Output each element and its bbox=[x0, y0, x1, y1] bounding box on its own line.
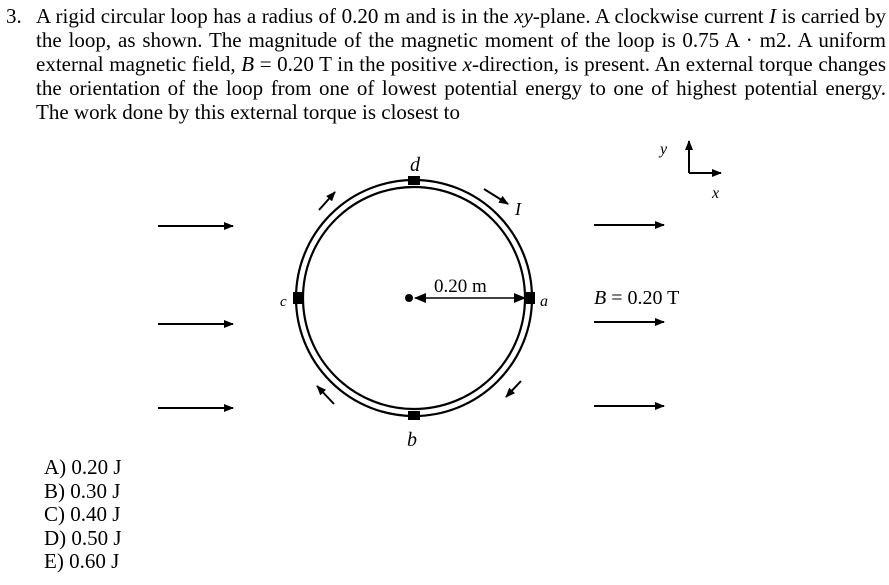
label-c: c bbox=[280, 294, 287, 310]
question-number: 3. bbox=[6, 4, 22, 28]
question-text-segment: is carried by the loop, as shown. The magnitude of the magnetic moment of the loop is 0.75 A · m2. A uniform external magnetic field, bbox=[36, 4, 886, 76]
choice-b[interactable]: B) 0.30 J bbox=[44, 478, 121, 503]
point-d-marker bbox=[408, 176, 420, 185]
axis-label-x: x bbox=[712, 185, 720, 202]
current-arrow bbox=[317, 386, 334, 404]
field-label-var: B bbox=[594, 287, 607, 309]
current-arrow bbox=[319, 192, 335, 210]
choice-e[interactable]: E) 0.60 J bbox=[44, 549, 120, 574]
question-text-segment: -direction, is present. An external torque changes the orientation of the loop from one of lowest potential energy to one of highest potential energy. The work done by this external torque is closest to bbox=[36, 52, 886, 124]
field-arrows-left bbox=[158, 226, 233, 408]
question-text-segment: -plane. A clockwise current bbox=[532, 4, 770, 28]
point-c-marker bbox=[293, 292, 302, 304]
label-d: d bbox=[410, 154, 420, 176]
axis-label-y: y bbox=[660, 141, 668, 158]
field-label-value: = 0.20 T bbox=[606, 287, 680, 309]
answer-choices bbox=[44, 456, 122, 574]
question-text-segment: x bbox=[462, 52, 472, 76]
question-text-segment: B bbox=[241, 52, 255, 76]
axes-indicator bbox=[689, 141, 721, 173]
current-arrows bbox=[317, 189, 521, 404]
field-arrows-right bbox=[594, 225, 664, 406]
label-a: a bbox=[540, 293, 548, 310]
current-arrow bbox=[506, 381, 521, 397]
question-text-segment: = 0.20 T in the positive bbox=[254, 52, 463, 76]
label-current: I bbox=[515, 199, 521, 219]
current-arrow bbox=[484, 189, 508, 204]
choice-c[interactable]: C) 0.40 J bbox=[44, 502, 121, 527]
question-text-segment: I bbox=[769, 4, 777, 28]
choice-d[interactable]: D) 0.50 J bbox=[44, 525, 122, 550]
field-label bbox=[594, 287, 679, 309]
point-b-marker bbox=[408, 411, 420, 420]
question-text-segment: xy bbox=[514, 4, 533, 28]
question-text-segment: A rigid circular loop has a radius of 0.20 m and is in the bbox=[36, 4, 515, 28]
choice-a[interactable]: A) 0.20 J bbox=[44, 455, 122, 479]
point-a-marker bbox=[526, 292, 535, 304]
label-b: b bbox=[407, 429, 417, 451]
center-dot bbox=[405, 294, 413, 302]
radius-label: 0.20 m bbox=[434, 276, 487, 297]
